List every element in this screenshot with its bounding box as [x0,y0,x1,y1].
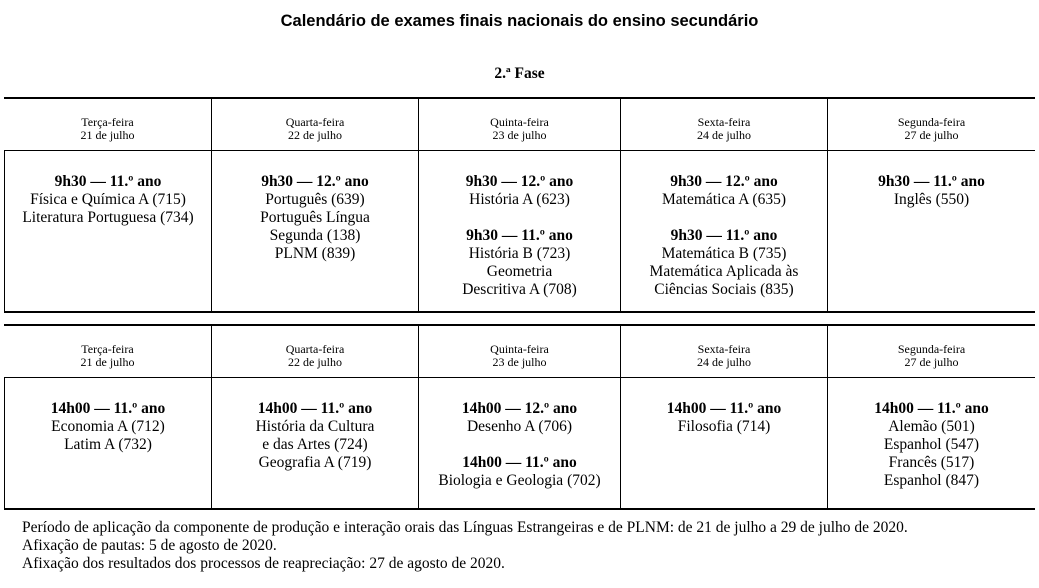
exam-time: 14h00 — 11.º ano [874,400,989,417]
exam-subject: Biologia e Geologia (702) [438,472,601,489]
day-header [4,99,211,151]
day-date: 23 de julho [492,355,547,369]
exam-subject: PLNM (839) [274,245,356,262]
exam-cell [620,151,827,311]
exam-cell [4,378,211,508]
exam-time: 9h30 — 11.º ano [54,173,162,190]
exam-subject: Economia A (712) [51,418,165,435]
exam-subject: Matemática B (735) [661,245,787,262]
exam-subject: História A (623) [469,191,570,208]
exam-time: 9h30 — 12.º ano [261,173,369,190]
exam-time: 14h00 — 11.º ano [666,400,782,417]
day-header [211,99,418,151]
day-header [827,326,1035,378]
day-date: 21 de julho [80,355,135,369]
exam-subject: Desenho A (706) [466,418,573,435]
day-header [418,326,620,378]
footer-notes [22,519,908,573]
exam-time: 14h00 — 11.º ano [257,400,373,417]
day-name: Quinta-feira [490,115,549,129]
exam-subject: História da Cultura [255,418,375,435]
exam-cell [4,151,211,311]
exam-subject: Português (639) [265,191,365,208]
exam-cell [827,378,1035,508]
exam-subject: Descritiva A (708) [462,281,577,298]
exam-subject: e das Artes (724) [262,436,368,453]
exam-subject: Português Língua [260,209,370,226]
exam-subject: História B (723) [468,245,571,262]
exam-subject: Espanhol (547) [883,436,980,453]
exam-subject: Ciências Sociais (835) [654,281,794,298]
day-name: Terça-feira [81,115,134,129]
exam-cell [211,151,418,311]
exam-subject: Inglês (550) [893,191,970,208]
day-header [827,99,1035,151]
exam-subject: Geografia A (719) [258,454,372,471]
exam-cell [827,151,1035,311]
day-date: 27 de julho [904,355,959,369]
day-header [4,326,211,378]
exam-subject: Latim A (732) [64,436,152,453]
day-header [620,326,827,378]
group-spacer [419,436,620,454]
exam-subject: Literatura Portuguesa (734) [22,209,194,226]
exam-time: 9h30 — 12.º ano [670,173,778,190]
day-date: 24 de julho [697,128,751,142]
footer-note-grades-posting: Afixação de pautas: 5 de agosto de 2020. [22,537,277,554]
exam-time: 9h30 — 12.º ano [465,173,574,190]
page-title: Calendário de exames finais nacionais do ensino secundário [280,12,759,30]
day-header [211,326,418,378]
exam-cell [620,378,827,508]
exam-cell [211,378,418,508]
exam-cell [418,378,620,508]
exam-subject: Francês (517) [888,454,975,471]
exam-subject: Física e Química A (715) [30,191,186,208]
exam-subject: Matemática A (635) [662,191,786,208]
day-name: Sexta-feira [697,115,751,129]
exam-subject: Segunda (138) [269,227,361,244]
exam-time: 9h30 — 11.º ano [878,173,985,190]
exam-subject: Matemática Aplicada às [649,263,799,280]
day-name: Quarta-feira [285,342,345,356]
exam-subject: Filosofia (714) [677,418,771,435]
day-date: 22 de julho [288,128,342,142]
exam-subject: Geometria [486,263,553,280]
phase-heading: 2.ª Fase [494,65,545,82]
day-name: Quarta-feira [285,115,345,129]
day-name: Segunda-feira [897,342,966,356]
day-name: Segunda-feira [897,115,966,129]
exam-time: 14h00 — 12.º ano [461,400,578,417]
exam-time: 9h30 — 11.º ano [670,227,778,244]
group-spacer [419,209,620,227]
exam-subject: Espanhol (847) [883,472,980,489]
exam-time: 14h00 — 11.º ano [462,454,577,471]
exam-time: 14h00 — 11.º ano [50,400,166,417]
day-header [620,99,827,151]
footer-note-oral-period: Período de aplicação da componente de produção e interação orais das Línguas Estrangeiras e de PLNM: de 21 de julho a 29 de julho de 2020. [22,519,908,536]
day-name: Quinta-feira [490,342,549,356]
day-date: 27 de julho [904,128,959,142]
group-spacer [621,209,827,227]
day-date: 24 de julho [697,355,751,369]
exam-time: 9h30 — 11.º ano [466,227,573,244]
day-date: 22 de julho [288,355,342,369]
exam-cell [418,151,620,311]
morning-schedule-table [4,97,1035,313]
afternoon-schedule-table [4,324,1035,510]
day-date: 21 de julho [80,128,135,142]
day-date: 23 de julho [492,128,547,142]
day-header [418,99,620,151]
exam-subject: Alemão (501) [888,418,975,435]
day-name: Terça-feira [81,342,134,356]
footer-note-appeal-results: Afixação dos resultados dos processos de reapreciação: 27 de agosto de 2020. [22,555,505,572]
day-name: Sexta-feira [697,342,751,356]
